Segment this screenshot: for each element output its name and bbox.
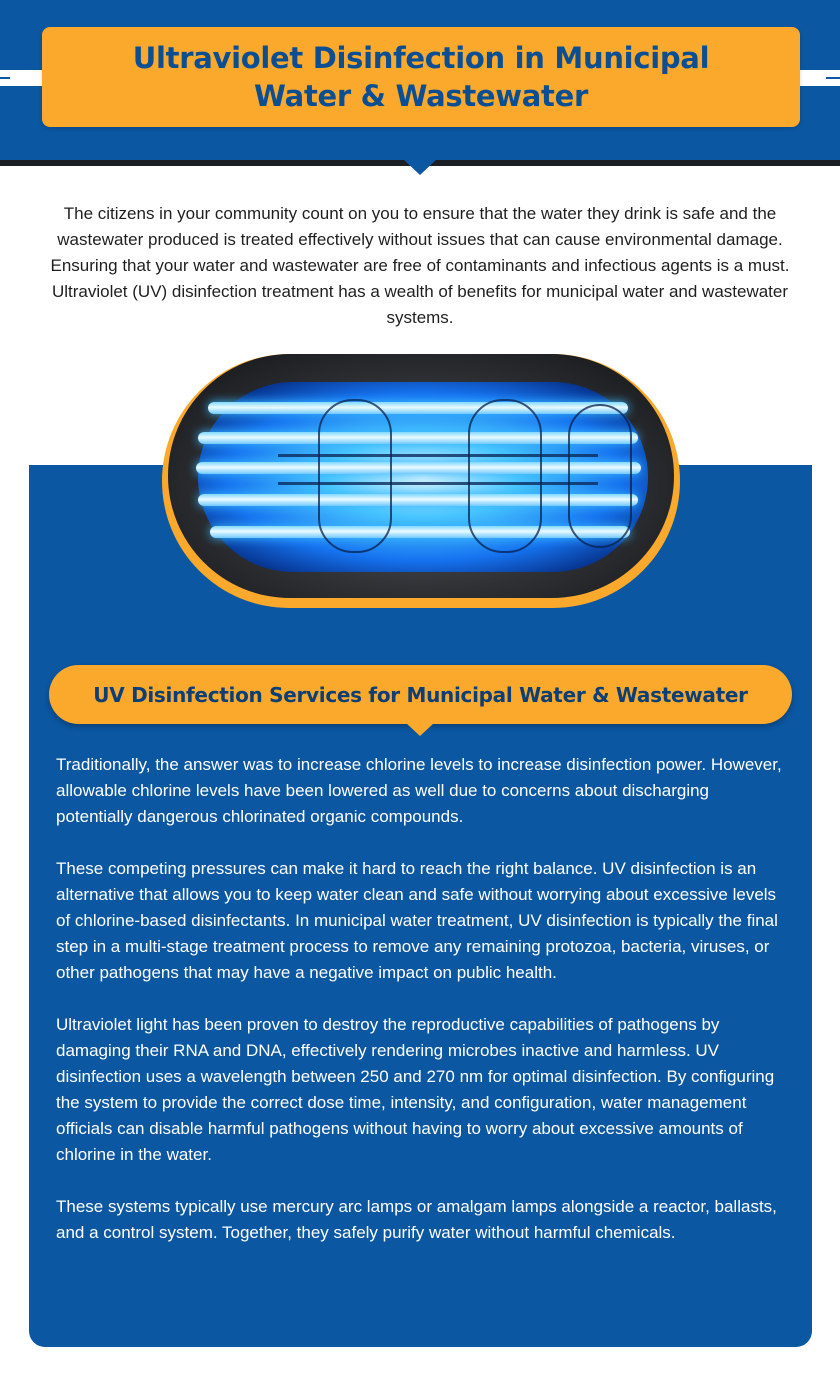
lamp-cage-ring [318,399,392,553]
uv-lamp-tube [210,526,630,538]
body-paragraph: Traditionally, the answer was to increase chlorine levels to increase disinfection power. However, allowable chlorine levels have been lowered as well due to concerns about discharging potentially dangerous chlorinated organic compounds. [56,755,782,826]
lamp-cage-ring [568,404,632,548]
body-paragraph: These competing pressures can make it hard to reach the right balance. UV disinfection is an alternative that allows you to keep water clean and safe without worrying about excessive levels of chlorine-based disinfectants. In municipal water treatment, UV disinfection is typically the final step in a multi-stage treatment process to remove any remaining protozoa, bacteria, viruses, or other pathogens that may have a negative impact on public health. [56,859,778,982]
header-side-line-right [826,77,840,79]
page-title: Ultraviolet Disinfection in Municipal Water & Wastewater [132,41,710,113]
section-body [56,752,786,1272]
uv-reactor-image [168,354,674,598]
section-heading-banner [49,665,792,724]
uv-lamp-photo [162,354,680,608]
intro-paragraph: The citizens in your community count on you to ensure that the water they drink is safe and the wastewater produced is treated effectively without issues that can cause environmental damage. Ensuring that your water and wastewater are free of contaminants and infectious agents is a must. Ultraviolet (UV) disinfection treatment has a wealth of benefits for municipal water and wastewater systems. [50,204,790,327]
body-paragraph: Ultraviolet light has been proven to destroy the reproductive capabilities of pathogens by damaging their RNA and DNA, effectively rendering microbes inactive and harmless. UV disinfection uses a wavelength between 250 and 270 nm for optimal disinfection. By configuring the system to provide the correct dose time, intensity, and configuration, water management officials can disable harmful pathogens without having to worry about excessive amounts of chlorine in the water. [56,1015,775,1164]
body-paragraph: These systems typically use mercury arc lamps or amalgam lamps alongside a reactor, ballasts, and a control system. Together, they safely purify water without harmful chemicals. [56,1197,777,1242]
header-side-line-left [0,77,10,79]
header-pointer [404,160,436,175]
uv-lamp-tube [208,402,628,414]
section-heading-pointer [406,723,434,736]
lamp-cage-ring [468,399,542,553]
title-banner [42,27,800,127]
section-heading: UV Disinfection Services for Municipal Water & Wastewater [93,682,748,707]
